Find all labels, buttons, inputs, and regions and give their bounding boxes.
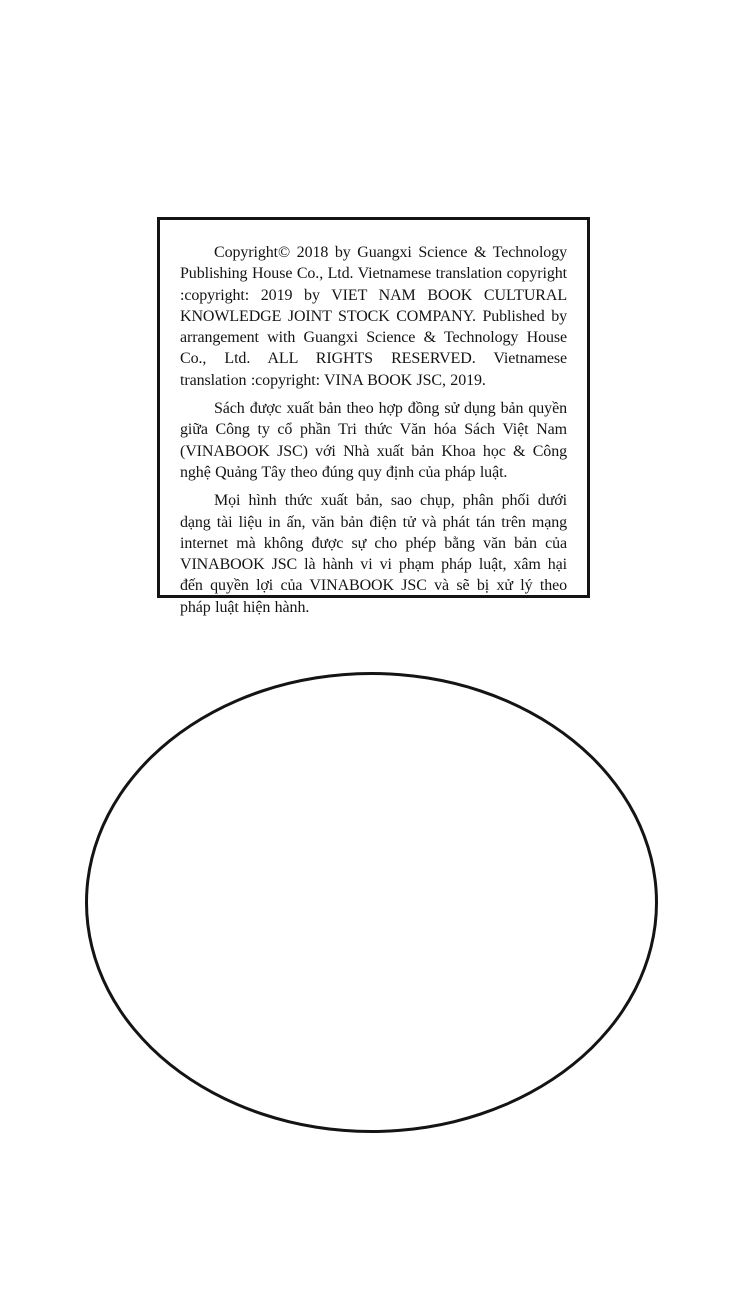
copyright-paragraph-vietnamese-warning: Mọi hình thức xuất bản, sao chụp, phân phối dưới dạng tài liệu in ấn, văn bản điện tử và phát tán trên mạng internet mà không được sự cho phép bằng văn bản của VINABOOK JSC là hành vi vi phạm pháp luật, xâm hại đến quyền lợi của VINABOOK JSC và sẽ bị xử lý theo pháp luật hiện hành. xyxy=(180,492,567,616)
copyright-notice-box xyxy=(157,217,590,616)
empty-ellipse-shape xyxy=(85,672,658,1133)
copyright-paragraph-vietnamese-license: Sách được xuất bản theo hợp đồng sử dụng bản quyền giữa Công ty cổ phần Tri thức Văn hóa Sách Việt Nam (VINABOOK JSC) với Nhà xuất bản Khoa học & Công nghệ Quảng Tây theo đúng quy định của pháp luật. xyxy=(180,400,567,481)
copyright-paragraph-english: Copyright© 2018 by Guangxi Science & Technology Publishing House Co., Ltd. Vietnamese translation copyright :copyright: 2019 by VIET NAM BOOK CULTURAL KNOWLEDGE JOINT STOCK COMPANY. Published by arrangement with Guangxi Science & Technology House Co., Ltd. ALL RIGHTS RESERVED. Vietnamese translation :copyright: VINA BOOK JSC, 2019. xyxy=(180,244,567,389)
